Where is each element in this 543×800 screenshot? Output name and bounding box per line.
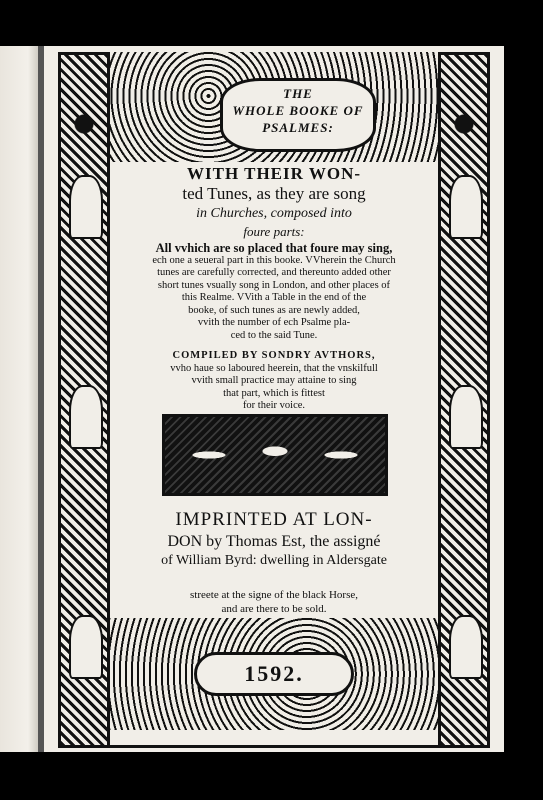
right-ornamental-border (438, 52, 490, 748)
urn-ornament-icon (69, 175, 103, 239)
compiled-heading: COMPILED BY SONDRY AVTHORS, (172, 350, 376, 361)
title-page (44, 46, 504, 752)
top-ornamental-border (110, 52, 438, 162)
description-line: ced to the said Tune. (230, 329, 318, 341)
printers-ornament-icon (162, 414, 388, 496)
urn-ornament-icon (449, 175, 483, 239)
book-title: THE WHOLE BOOKE OF PSALMES: (232, 86, 364, 135)
publication-year: 1592. (244, 661, 304, 686)
title-cartouche (220, 78, 376, 152)
date-cartouche (194, 652, 354, 696)
description-lead: All vvhich are so placed that foure may sing, (155, 241, 393, 255)
left-ornamental-border (58, 52, 110, 748)
scan-margin (504, 46, 543, 752)
compiled-line: vvho haue so laboured heerein, that the vnskilfull (170, 362, 378, 374)
compiled-line: for their voice. (242, 400, 306, 411)
imprint-line-1: IMPRINTED AT LON- (175, 509, 373, 530)
urn-ornament-icon (449, 615, 483, 679)
imprint-line-4: streete at the signe of the black Horse, (190, 589, 358, 601)
subtitle-line-1: WITH THEIR WON- (186, 164, 362, 183)
subtitle-italic-2: foure parts: (243, 224, 305, 239)
imprint-line-2: DON by Thomas Est, the assigné (167, 533, 381, 550)
description-line: ech one a seueral part in this booke. VVherein the Church (152, 254, 396, 266)
facing-page-edge (0, 46, 40, 752)
urn-ornament-icon (449, 385, 483, 449)
compiled-line: that part, which is fittest (223, 387, 325, 399)
description-line: tunes are carefully corrected, and thereunto added other (157, 267, 391, 278)
description-block (114, 242, 434, 342)
description-line: short tunes vsually song in London, and other places of (157, 279, 391, 291)
description-line: this Realme. VVith a Table in the end of the (181, 292, 367, 303)
imprint-line-3: of William Byrd: dwelling in Aldersgate (161, 553, 387, 568)
subtitle-line-2: ted Tunes, as they are song (182, 184, 366, 203)
description-line: booke, of such tunes as are newly added, (188, 304, 360, 316)
subtitle-italic-1: in Churches, composed into (196, 206, 352, 221)
compiled-block (114, 350, 434, 413)
compiled-line: vvith small practice may attaine to sing (191, 375, 357, 386)
urn-ornament-icon (69, 615, 103, 679)
imprint-line-5: and are there to be sold. (221, 603, 327, 615)
urn-ornament-icon (69, 385, 103, 449)
description-line: vvith the number of ech Psalme pla- (197, 317, 351, 328)
